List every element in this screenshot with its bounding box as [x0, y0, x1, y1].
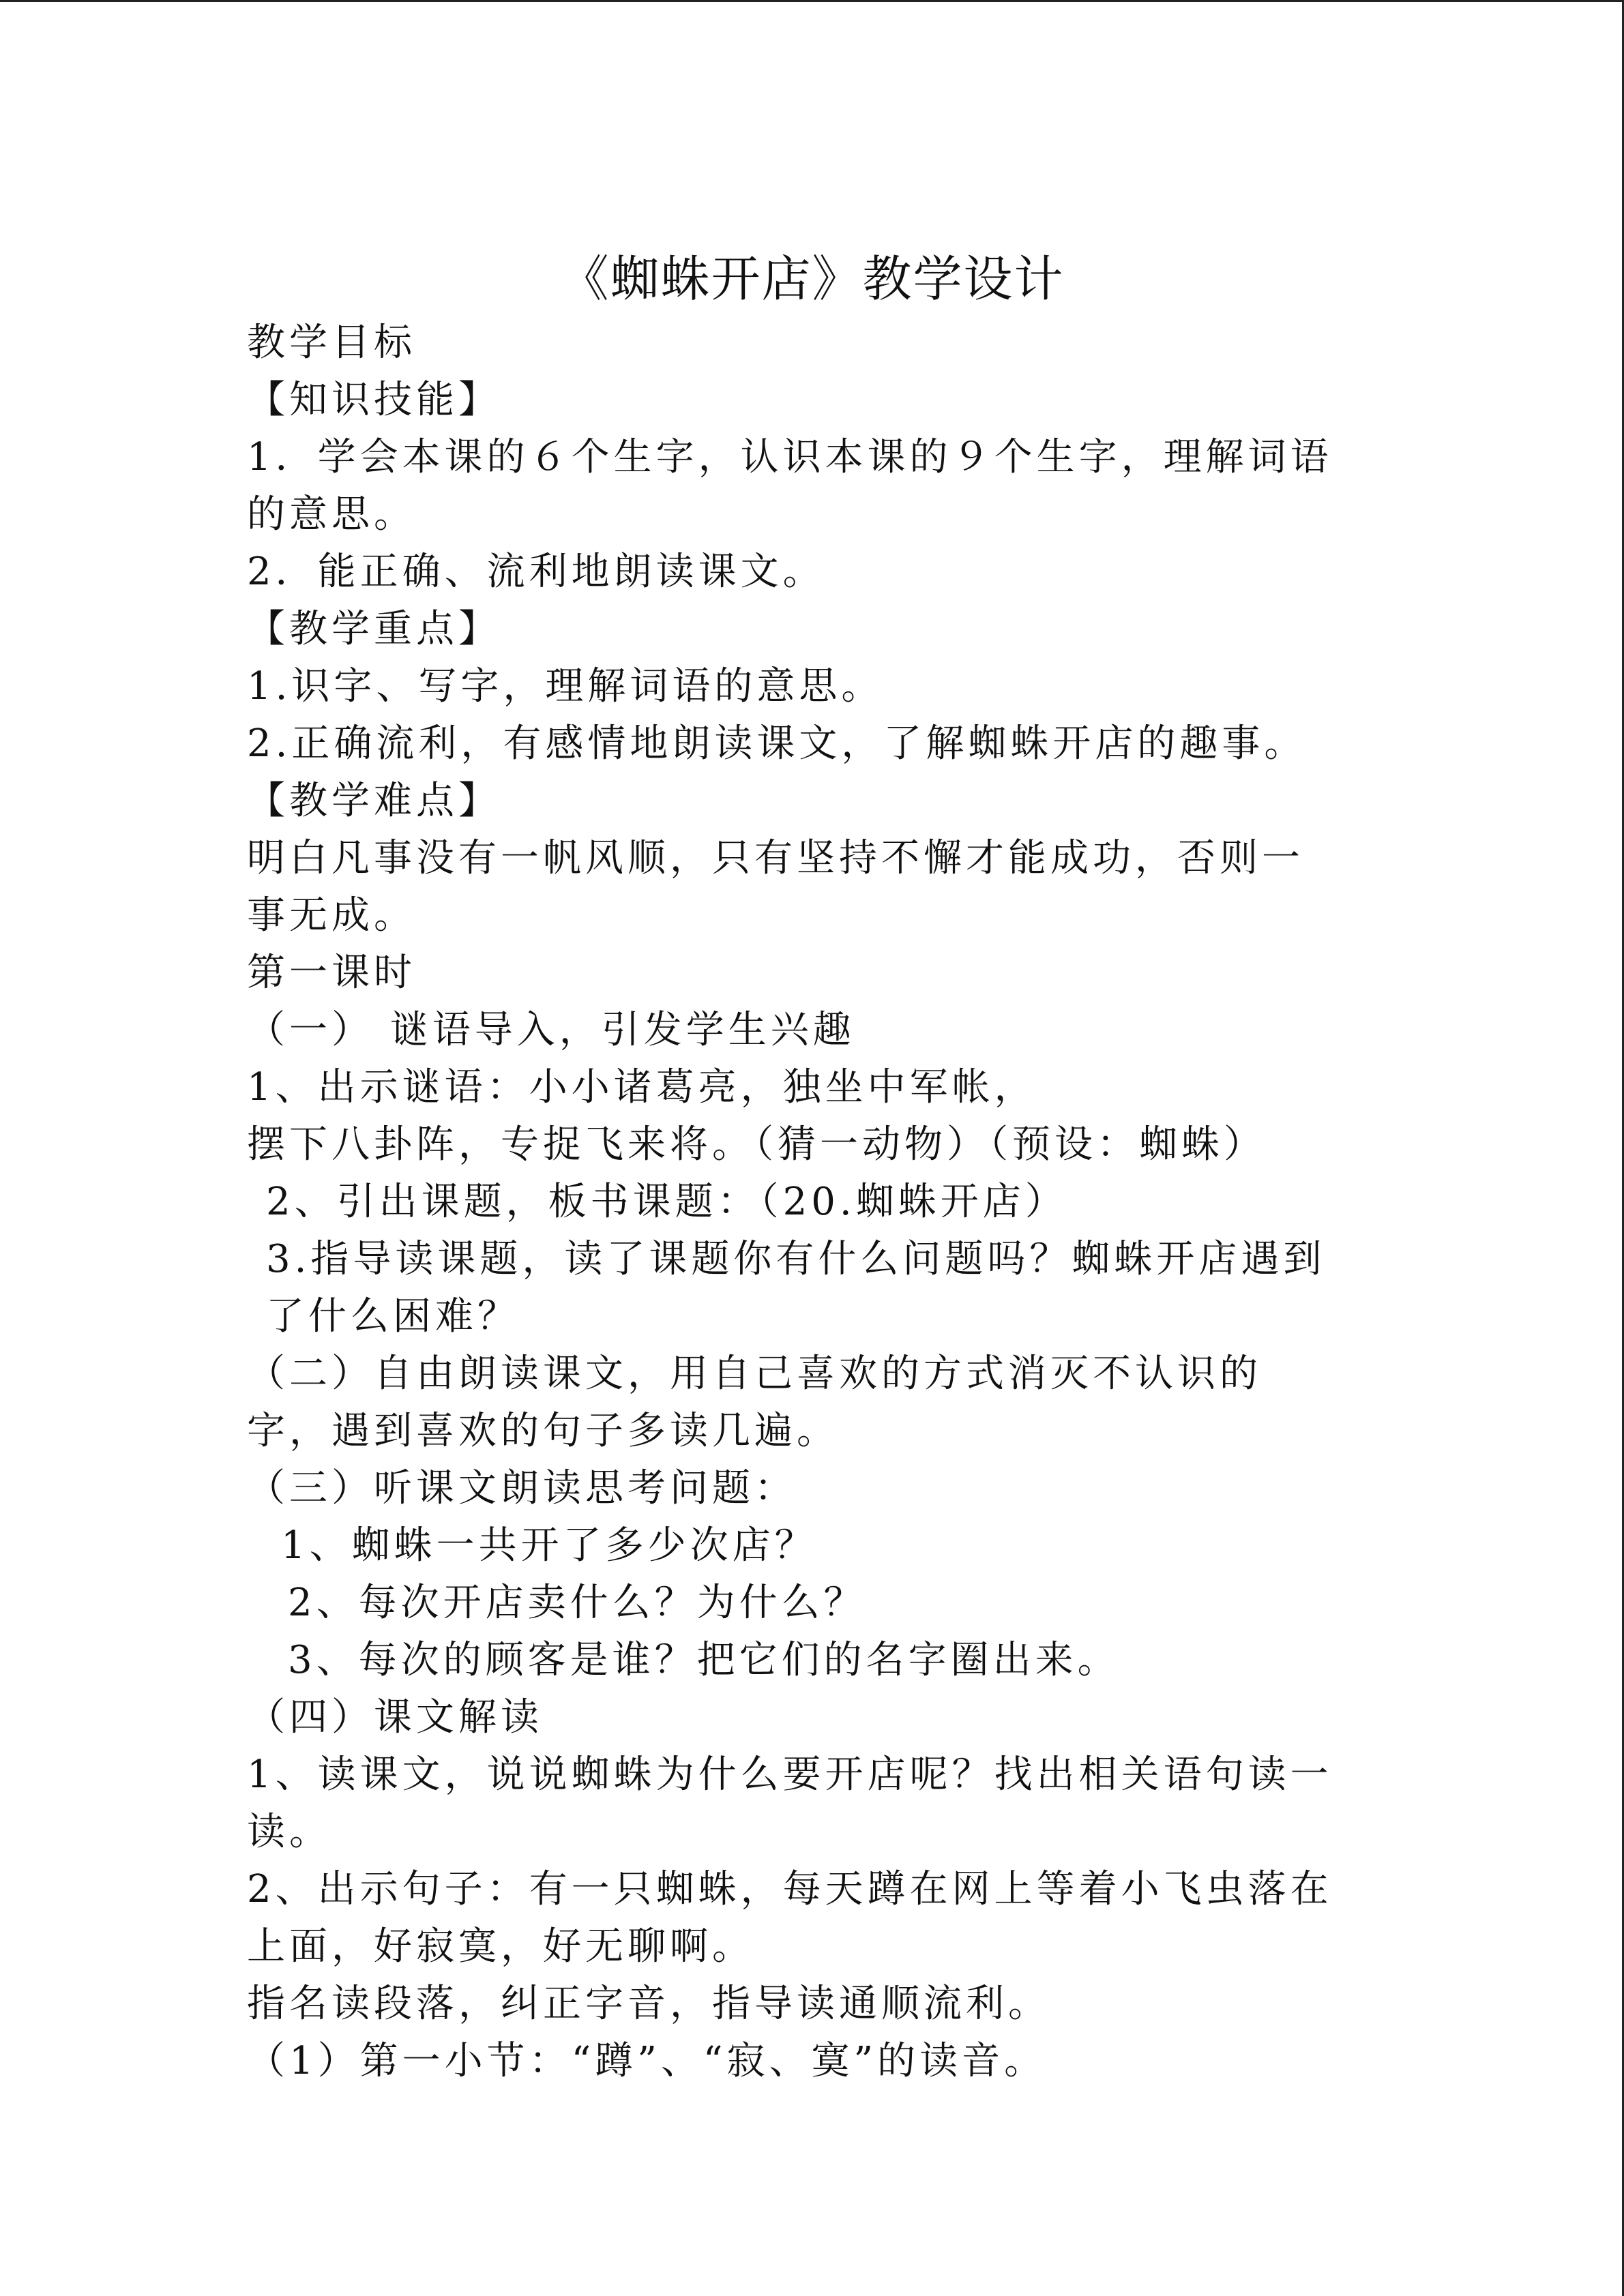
body-line: 3.指导读课题，读了课题你有什么问题吗？蜘蛛开店遇到 [266, 1237, 1326, 1281]
question-line: 2、每次开店卖什么？为什么？ [288, 1581, 866, 1625]
difficulty-line: 明白凡事没有一帆风顺，只有坚持不懈才能成功，否则一 [247, 836, 1304, 880]
body-line: 上面，好寂寞，好无聊啊。 [247, 1924, 754, 1969]
step-heading: （二）自由朗读课文，用自己喜欢的方式消灭不认识的 [247, 1352, 1262, 1396]
document-title: 《蜘蛛开店》教学设计 [559, 250, 1065, 308]
heading-first-lesson: 第一课时 [247, 951, 416, 995]
body-line: 1、读课文，说说蜘蛛为什么要开店呢？找出相关语句读一 [247, 1753, 1333, 1797]
body-line: 字，遇到喜欢的句子多读几遍。 [247, 1409, 839, 1453]
riddle-line: 摆下八卦阵，专捉飞来将。（猜一动物）（预设：蜘蛛） [247, 1122, 1266, 1167]
riddle-line: 1、出示谜语：小小诸葛亮，独坐中军帐， [247, 1065, 1037, 1109]
body-line: 2、出示句子：有一只蜘蛛，每天蹲在网上等着小飞虫落在 [247, 1867, 1333, 1911]
body-line: 指名读段落，纠正字音，指导读通顺流利。 [247, 1982, 1050, 2026]
section-label-knowledge-skills: 【知识技能】 [247, 378, 501, 422]
question-line: 1、蜘蛛一共开了多少次店？ [281, 1523, 817, 1568]
body-line: 了什么困难？ [266, 1294, 520, 1339]
body-line: 2、引出课题，板书课题：（20.蜘蛛开店） [266, 1180, 1067, 1224]
body-line: 读。 [247, 1810, 331, 1854]
step-heading: （四）课文解读 [247, 1695, 543, 1740]
document-body [247, 314, 1372, 2090]
key-point-line: 2.正确流利，有感情地朗读课文，了解蜘蛛开店的趣事。 [247, 721, 1307, 766]
goal-line: 1．学会本课的６个生字，认识本课的９个生字，理解词语 [247, 435, 1333, 479]
question-line: 3、每次的顾客是谁？把它们的名字圈出来。 [288, 1638, 1120, 1682]
section-label-key-points: 【教学重点】 [247, 607, 501, 651]
goal-line: 的意思。 [247, 492, 416, 537]
section-label-difficulties: 【教学难点】 [247, 779, 501, 823]
body-line: （1）第一小节：“蹲”、“寂、寞”的读音。 [247, 2039, 1047, 2083]
step-heading: （三）听课文朗读思考问题： [247, 1466, 797, 1510]
goal-line: 2．能正确、流利地朗读课文。 [247, 550, 825, 594]
step-heading: （一） 谜语导入，引发学生兴趣 [247, 1008, 855, 1052]
difficulty-line: 事无成。 [247, 893, 416, 938]
heading-teaching-goals: 教学目标 [247, 320, 416, 365]
key-point-line: 1.识字、写字，理解词语的意思。 [247, 664, 884, 709]
